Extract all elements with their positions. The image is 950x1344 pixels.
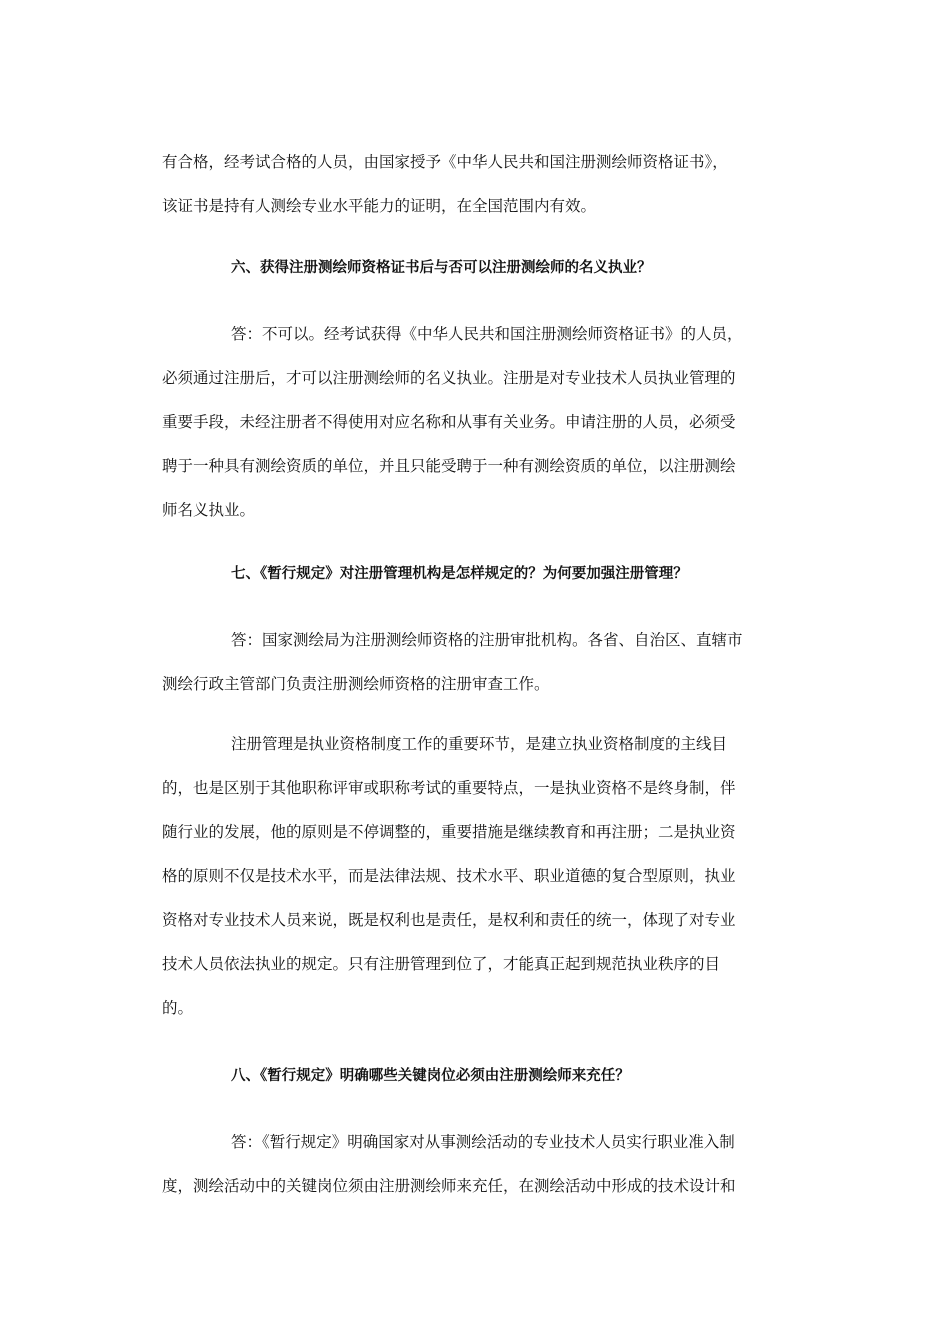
text-line: 重要手段，未经注册者不得使用对应名称和从事有关业务。申请注册的人员，必须受 <box>162 413 736 431</box>
text-line: 的，也是区别于其他职称评审或职称考试的重要特点，一是执业资格不是终身制，伴 <box>162 779 736 797</box>
text-line: 答：国家测绘局为注册测绘师资格的注册审批机构。各省、自治区、直辖市 <box>231 631 743 649</box>
question-8-answer <box>162 1120 784 1208</box>
text-line: 师名义执业。 <box>162 501 256 519</box>
text-line: 的。 <box>162 999 194 1017</box>
text-line: 技术人员依法执业的规定。只有注册管理到位了，才能真正起到规范执业秩序的目 <box>162 955 721 973</box>
text-line: 答：不可以。经考试获得《中华人民共和国注册测绘师资格证书》的人员， <box>231 325 743 343</box>
text-line: 格的原则不仅是技术水平，而是法律法规、技术水平、职业道德的复合型原则，执业 <box>162 867 736 885</box>
question-8-heading: 八、《暂行规定》明确哪些关键岗位必须由注册测绘师来充任？ <box>231 1068 630 1084</box>
text-line: 度，测绘活动中的关键岗位须由注册测绘师来充任，在测绘活动中形成的技术设计和 <box>162 1177 736 1195</box>
text-line: 测绘行政主管部门负责注册测绘师资格的注册审查工作。 <box>162 675 550 693</box>
text-line: 聘于一种具有测绘资质的单位，并且只能受聘于一种有测绘资质的单位，以注册测绘 <box>162 457 736 475</box>
question-7-answer <box>162 618 784 706</box>
text-line: 有合格，经考试合格的人员，由国家授予《中华人民共和国注册测绘师资格证书》， <box>162 153 728 171</box>
question-6-heading: 六、获得注册测绘师资格证书后与否可以注册测绘师的名义执业？ <box>231 260 652 276</box>
question-7-paragraph-2 <box>162 722 784 1030</box>
text-line: 随行业的发展，他的原则是不停调整的，重要措施是继续教育和再注册；二是执业资 <box>162 823 736 841</box>
text-line: 必须通过注册后，才可以注册测绘师的名义执业。注册是对专业技术人员执业管理的 <box>162 369 736 387</box>
text-line: 注册管理是执业资格制度工作的重要环节，是建立执业资格制度的主线目 <box>231 735 728 753</box>
text-line: 该证书是持有人测绘专业水平能力的证明，在全国范围内有效。 <box>162 197 597 215</box>
text-line: 资格对专业技术人员来说，既是权利也是责任，是权利和责任的统一，体现了对专业 <box>162 911 736 929</box>
question-7-heading: 七、《暂行规定》对注册管理机构是怎样规定的？为何要加强注册管理？ <box>231 566 688 582</box>
text-line: 答：《暂行规定》明确国家对从事测绘活动的专业技术人员实行职业准入制 <box>231 1133 735 1151</box>
intro-paragraph <box>162 140 784 228</box>
question-6-answer <box>162 312 784 532</box>
